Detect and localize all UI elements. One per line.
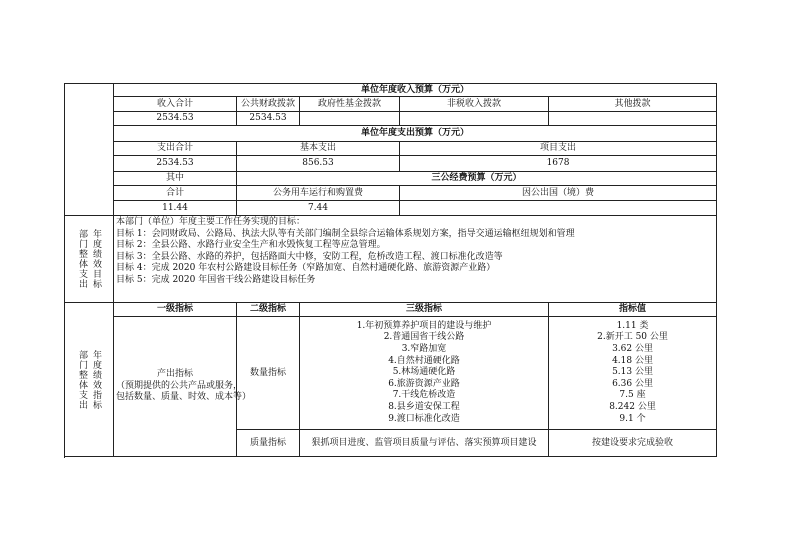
three-public-value-car: 7.44 (237, 201, 400, 216)
quantity-item-1: 1.年初预算养护项目的建设与维护 (356, 320, 492, 331)
quantity-value-2: 2.新开工 50 公里 (597, 332, 668, 343)
three-public-title: 三公经费预算（万元） (237, 172, 717, 186)
income-value-total: 2534.53 (114, 112, 237, 126)
goal-4: 目标 4：完成 2020 年农村公路建设目标任务（窄路加宽、自然村通硬化路、旅游资源产业路） (116, 263, 496, 273)
header-level3: 三级指标 (300, 303, 549, 317)
header-level2: 二级指标 (237, 303, 300, 317)
expense-value-project: 1678 (400, 156, 717, 172)
quantity-value-9: 9.1 个 (619, 413, 646, 424)
expense-header-basic: 基本支出 (237, 142, 400, 156)
budget-table (64, 83, 717, 457)
quality-item: 狠抓项目进度、监管项目质量与评估、落实预算项目建设 (300, 430, 549, 457)
quantity-values-cell (549, 317, 717, 430)
income-value-other (549, 112, 717, 126)
quantity-value-6: 6.36 公里 (612, 378, 653, 389)
goals-intro: 本部门（单位）年度主要工作任务实现的目标： (116, 217, 306, 227)
income-header-total: 收入合计 (114, 97, 237, 112)
three-public-header-abroad: 因公出国（境）费 (400, 186, 717, 201)
income-header-nontax: 非税收入拨款 (400, 97, 549, 112)
goals-content (114, 216, 717, 303)
income-title: 单位年度收入预算（万元） (114, 84, 717, 97)
quantity-item-9: 9.渡口标准化改造 (388, 413, 460, 424)
income-value-fund (300, 112, 400, 126)
goals-side-left: 部门整体支出 (77, 229, 87, 289)
income-value-public: 2534.53 (237, 112, 300, 126)
three-public-header-car: 公务用车运行和购置费 (237, 186, 400, 201)
goals-side-label (65, 216, 114, 303)
quantity-item-3: 3.窄路加宽 (401, 344, 447, 355)
goal-5: 目标 5：完成 2020 年国省干线公路建设目标任务 (116, 274, 316, 285)
goal-3: 目标 3：全县公路、水路的养护，包括路面大中修，安防工程，危桥改造工程、渡口标准化改造等 (116, 251, 503, 262)
quantity-item-8: 8.县乡道安保工程 (388, 401, 460, 412)
level1-title: 产出指标 (156, 369, 193, 380)
level1-desc-1: （预期提供的公共产品或服务， (116, 380, 243, 391)
income-header-public: 公共财政拨款 (237, 97, 300, 112)
indicators-side-left: 部门整体支出 (77, 349, 87, 410)
three-public-value-total: 11.44 (114, 201, 237, 216)
quality-indicator-label: 质量指标 (237, 430, 300, 457)
quantity-items-cell (300, 317, 549, 430)
quality-value: 按建设要求完成验收 (549, 430, 717, 457)
quantity-value-1: 1.11 类 (616, 320, 649, 331)
three-public-label: 其中 (114, 172, 237, 186)
three-public-value-abroad (400, 201, 717, 216)
indicators-side-right: 年度绩效指标 (91, 349, 101, 410)
expense-header-total: 支出合计 (114, 142, 237, 156)
quantity-item-2: 2.普通国省干线公路 (383, 332, 465, 343)
quantity-item-7: 7.干线危桥改造 (392, 390, 456, 401)
income-header-other: 其他拨款 (549, 97, 717, 112)
level1-desc-2: 包括数量、质量、时效、成本等） (116, 392, 252, 403)
income-header-fund: 政府性基金拨款 (300, 97, 400, 112)
quantity-indicator-label: 数量指标 (237, 317, 300, 430)
level1-output-indicator (114, 317, 252, 457)
quantity-value-4: 4.18 公里 (612, 355, 653, 366)
quantity-item-5: 5.林场通硬化路 (392, 367, 456, 378)
expense-header-project: 项目支出 (400, 142, 717, 156)
quantity-value-8: 8.242 公里 (609, 401, 656, 412)
quantity-item-6: 6.旅游资源产业路 (388, 378, 460, 389)
expense-value-basic: 856.53 (237, 156, 400, 172)
goal-1: 目标 1：会同财政局、公路局、执法大队等有关部门编制全县综合运输体系规划方案，指导交通运输枢纽规划和管理 (116, 228, 575, 239)
goal-2: 目标 2：全县公路、水路行业安全生产和水毁恢复工程等应急管理。 (116, 240, 386, 250)
goals-side-right: 年度绩效目标 (91, 229, 101, 289)
three-public-header-total: 合计 (114, 186, 237, 201)
expense-value-total: 2534.53 (114, 156, 237, 172)
quantity-value-3: 3.62 公里 (612, 344, 653, 355)
header-level1: 一级指标 (114, 303, 237, 317)
header-value: 指标值 (549, 303, 717, 317)
quantity-item-4: 4.自然村通硬化路 (388, 355, 460, 366)
indicators-side-label (65, 303, 114, 457)
expense-title: 单位年度支出预算（万元） (114, 126, 717, 142)
quantity-value-7: 7.5 座 (619, 390, 646, 401)
blank-side-cell (65, 84, 114, 216)
income-value-nontax (400, 112, 549, 126)
quantity-value-5: 5.13 公里 (612, 367, 653, 378)
